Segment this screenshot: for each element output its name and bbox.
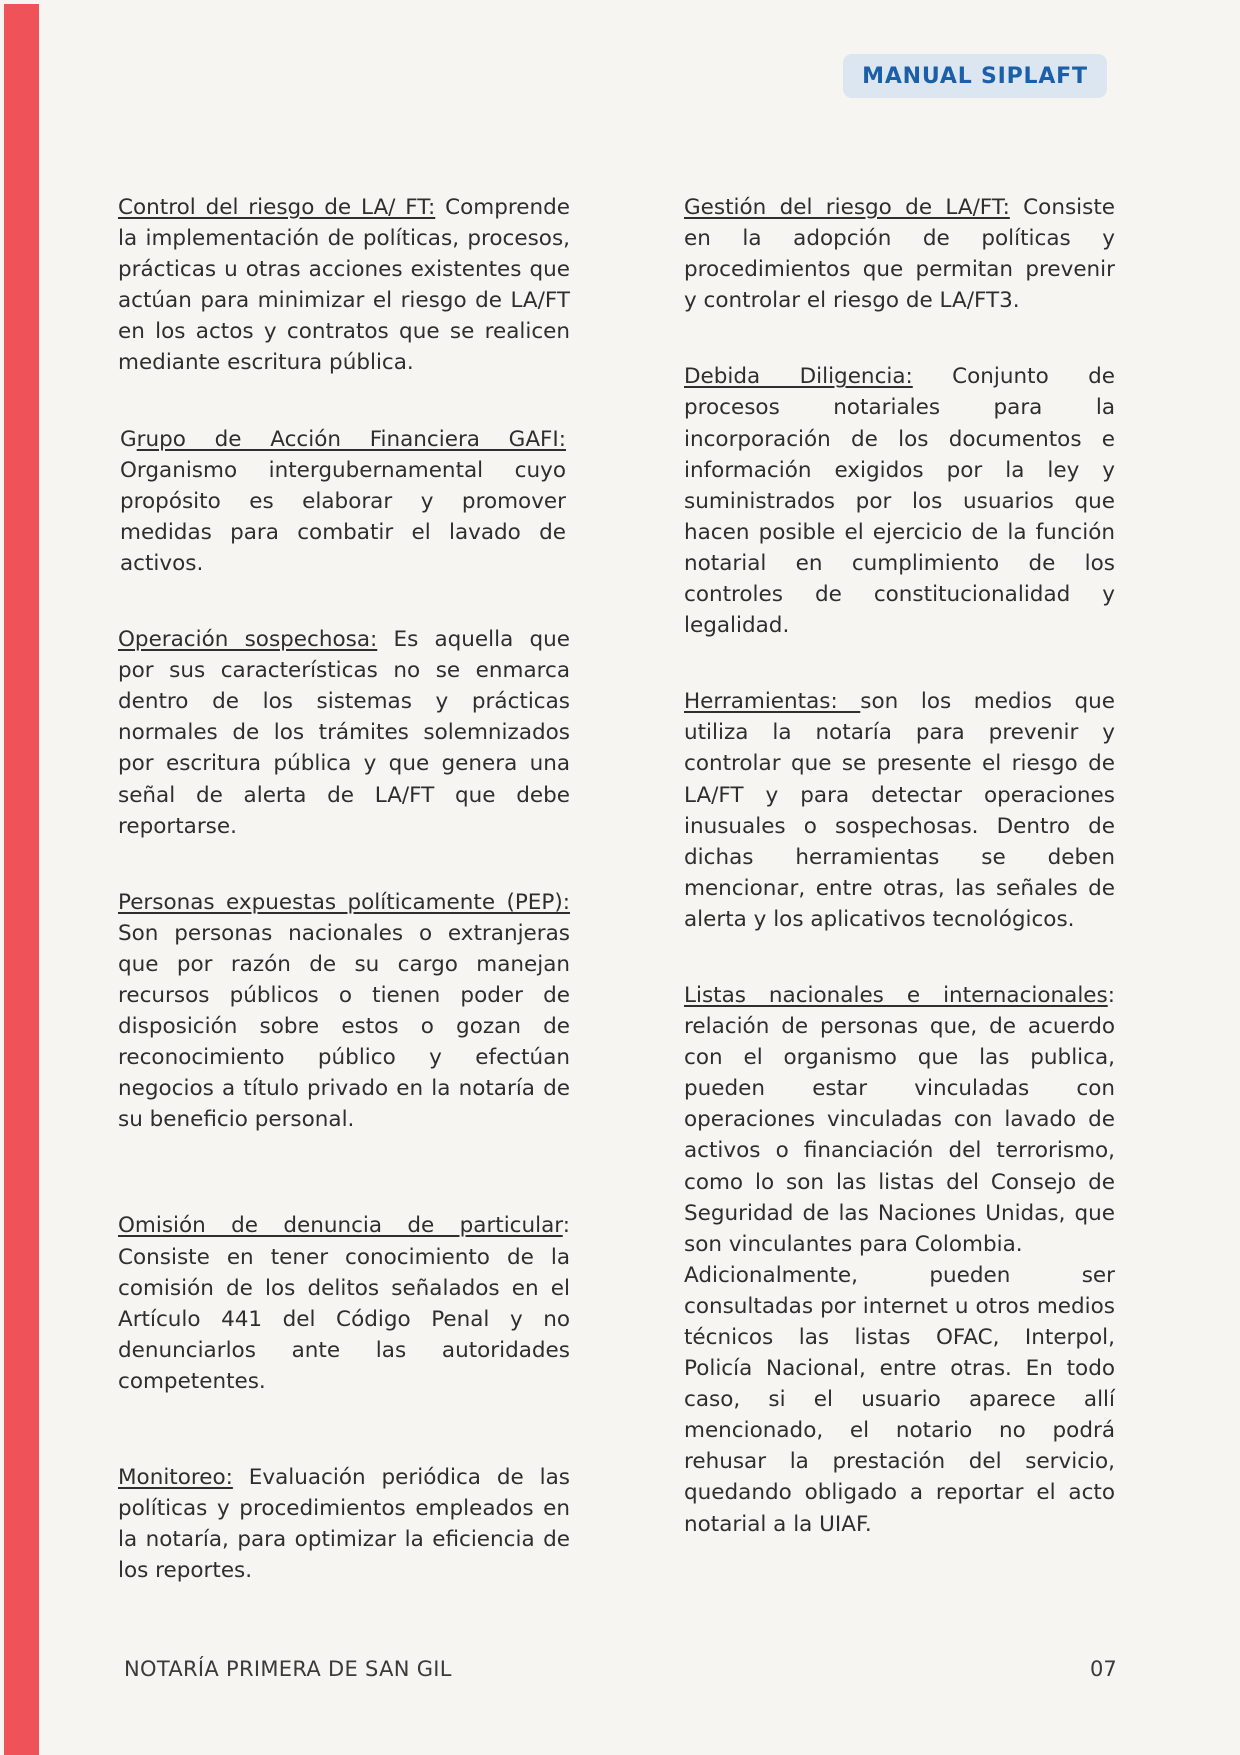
definition-text: son los medios que utiliza la notaría para prevenir y controlar que se presente el riesgo de LA/FT y para detectar operaciones inusuales o sospechosas. Dentro de dichas herramientas se deben mencionar, entre otras, las señales de alerta y los aplicativos tecnológicos. bbox=[684, 689, 1115, 932]
definition-text: Comprende la implementación de políticas, procesos, prácticas u otras acciones existentes que actúan para minimizar el riesgo de LA/FT en los actos y contratos que se realicen mediante escritura pública. bbox=[118, 195, 570, 376]
paragraph-text: Adicionalmente, pueden ser consultadas por internet u otros medios técnicos las listas OFAC, Interpol, Policía Nacional, entre otras. En todo caso, si el usuario aparece allí mencionado, el notario no podrá rehusar la prestación del servicio, quedando obligado a reportar el acto notarial a la UIAF. bbox=[684, 1262, 1115, 1537]
footer-notary-name: NOTARÍA PRIMERA DE SAN GIL bbox=[124, 1657, 452, 1681]
definition-text: Evaluación periódica de las políticas y procedimientos empleados en la notaría, para optimizar la eficiencia de los reportes. bbox=[118, 1465, 570, 1584]
definition-listas bbox=[684, 980, 1115, 1260]
definition-pep bbox=[118, 887, 570, 1136]
definition-term: rupo de Acción Financiera GAFI: bbox=[136, 426, 566, 452]
definition-text: Son personas nacionales o extranjeras que por razón de su cargo manejan recursos públicos o tienen poder de disposición sobre estos o gozan de reconocimiento público y efectúan negocios a título privado en la notaría de su beneficio personal. bbox=[118, 920, 570, 1133]
header-badge-label: MANUAL SIPLAFT bbox=[862, 63, 1088, 89]
definition-herramientas bbox=[684, 686, 1115, 935]
accent-sidebar bbox=[0, 0, 39, 1755]
definition-text: Consiste en la adopción de políticas y procedimientos que permitan prevenir y controlar el riesgo de LA/FT3. bbox=[684, 195, 1115, 314]
definition-term: Omisión de denuncia de particular bbox=[118, 1213, 563, 1239]
definition-term-prefix: G bbox=[120, 426, 137, 452]
definition-text: : relación de personas que, de acuerdo con el organismo que las publica, pueden estar vinculadas con operaciones vinculadas con lavado de activos o financiación del terrorismo, como lo son las listas del Consejo de Seguridad de las Naciones Unidas, que son vinculantes para Colombia. bbox=[684, 982, 1115, 1257]
definition-text: : Consiste en tener conocimiento de la comisión de los delitos señalados en el Artículo 441 del Código Penal y no denunciarlos ante las autoridades competentes. bbox=[118, 1213, 570, 1394]
definition-term: Operación sospechosa: bbox=[118, 627, 378, 653]
definition-monitoreo bbox=[118, 1462, 570, 1586]
definition-text: Conjunto de procesos notariales para la incorporación de los documentos e información exigidos por la ley y suministrados por los usuarios que hacen posible el ejercicio de la función notarial en cumplimiento de los controles de constitucionalidad y legalidad. bbox=[684, 364, 1115, 639]
definition-term: Control del riesgo de LA/ FT: bbox=[118, 195, 436, 220]
definition-text: Es aquella que por sus características no se enmarca dentro de los sistemas y prácticas normales de los trámites solemnizados por escritura pública y que genera una señal de alerta de LA/FT que debe reportarse. bbox=[118, 627, 571, 839]
definition-term: Herramientas: bbox=[684, 689, 861, 715]
right-column bbox=[684, 192, 1115, 1585]
definition-operacion-sospechosa bbox=[118, 624, 570, 842]
definition-gafi bbox=[120, 424, 566, 579]
definition-term: Personas expuestas políticamente (PEP): bbox=[118, 889, 570, 915]
header-badge bbox=[843, 54, 1107, 98]
definition-term: Listas nacionales e internacionales bbox=[684, 982, 1108, 1008]
paragraph-adicionalmente bbox=[684, 1260, 1115, 1540]
page-number: 07 bbox=[1090, 1657, 1117, 1681]
definition-omision-denuncia bbox=[118, 1210, 570, 1397]
page-edge-top bbox=[0, 0, 1240, 4]
left-column bbox=[118, 192, 570, 1631]
definition-term: Gestión del riesgo de LA/FT: bbox=[684, 195, 1010, 220]
definition-control-riesgo bbox=[118, 192, 570, 379]
definition-gestion-riesgo bbox=[684, 192, 1115, 316]
definition-term: Debida Diligencia: bbox=[684, 364, 913, 390]
definition-debida-diligencia bbox=[684, 361, 1115, 641]
definition-text: Organismo intergubernamental cuyo propósito es elaborar y promover medidas para combatir el lavado de activos. bbox=[120, 457, 566, 576]
definition-term: Monitoreo: bbox=[118, 1465, 233, 1490]
page-edge bbox=[0, 0, 4, 1755]
